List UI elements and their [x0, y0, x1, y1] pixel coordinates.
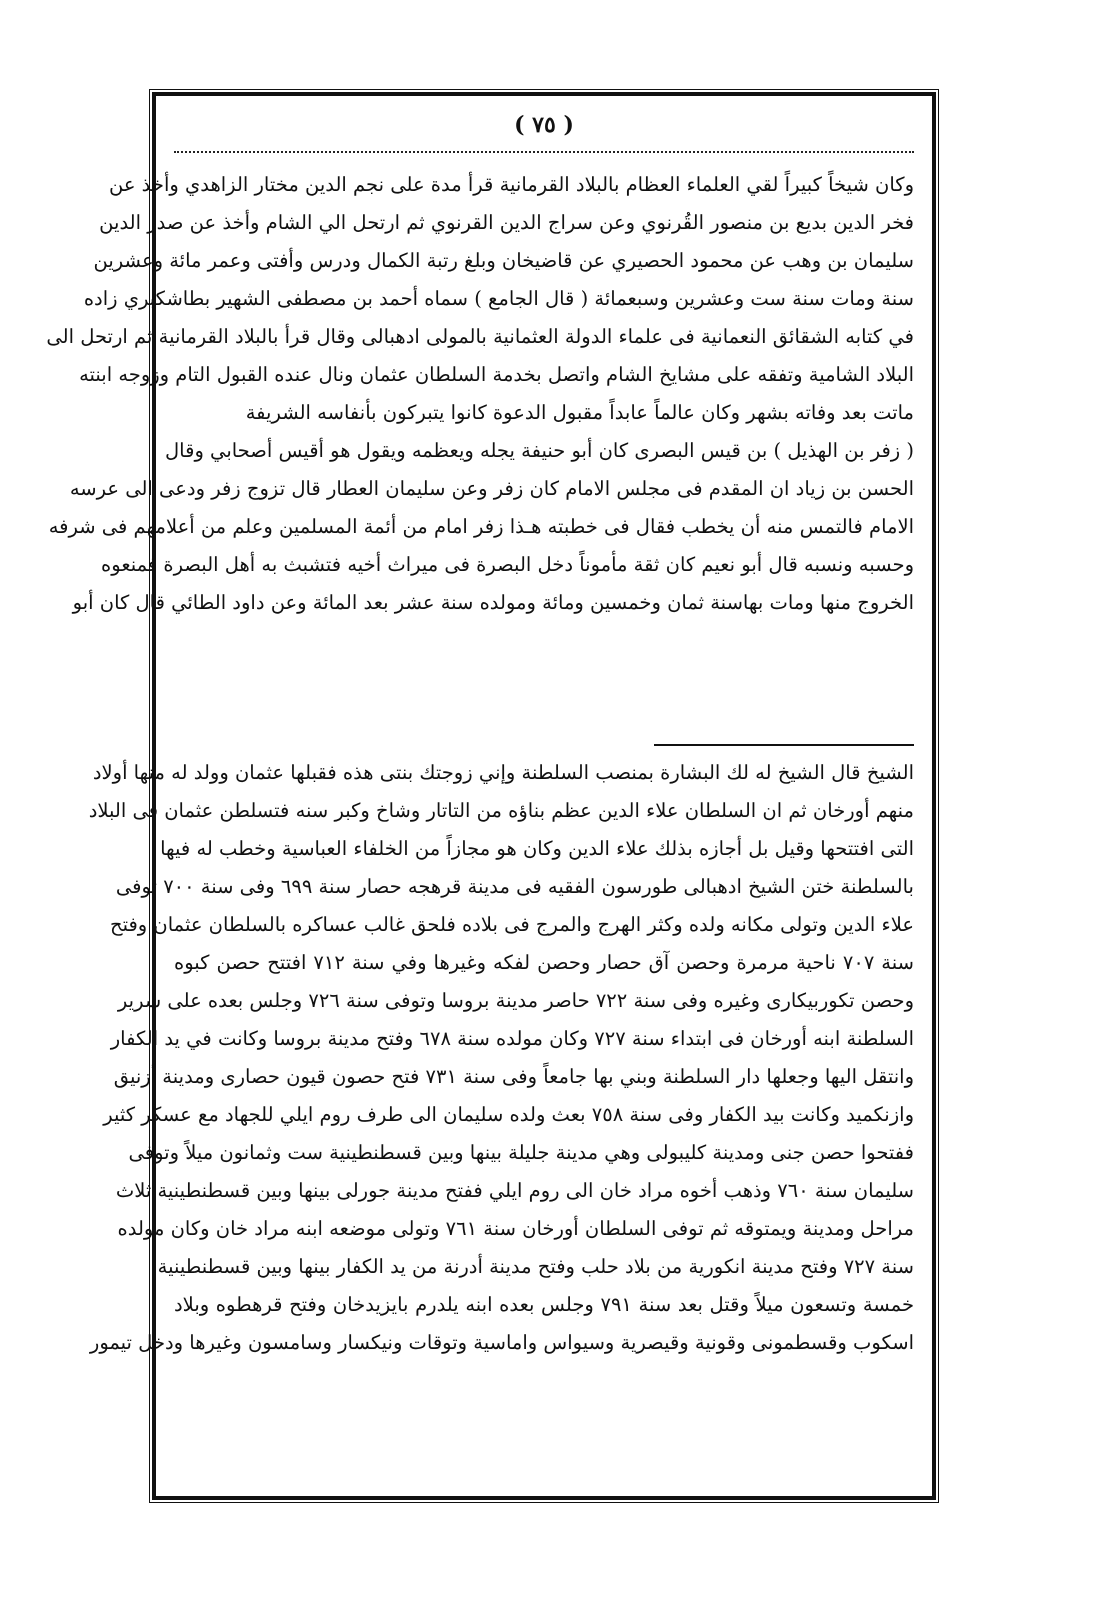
- text-line: وحسبه ونسبه قال أبو نعيم كان ثقة مأموناً دخل البصرة فى ميراث أخيه فتشبث به أهل البصرة فمنعوه: [101, 553, 914, 576]
- text-section-bottom: [88, 754, 914, 1362]
- page-number: ( ٧٥ ): [514, 112, 574, 138]
- text-section-top: [46, 166, 914, 622]
- text-line: سنة ٧٠٧ ناحية مرمرة وحصن آق حصار وحصن لفكه وغيرها وفي سنة ٧١٢ افتتح حصن كبوه: [174, 951, 914, 974]
- text-line: في كتابه الشقائق النعمانية فى علماء الدولة العثمانية بالمولى ادهبالى وقال قرأ بالبلاد القرمانية ثم ارتحل الى: [46, 325, 914, 348]
- text-line: اسكوب وقسطمونى وقونية وقيصرية وسيواس واماسية وتوقات ونيكسار وسامسون وغيرها ودخل تيمور: [89, 1331, 914, 1354]
- text-line: بالسلطنة ختن الشيخ ادهبالى طورسون الفقيه فى مدينة قرهجه حصار سنة ٦٩٩ وفى سنة ٧٠٠ توفى: [115, 875, 914, 898]
- text-line: فخر الدين بديع بن منصور القُرنوي وعن سراج الدين القرنوي ثم ارتحل الي الشام وأخذ عن صدر الدين: [99, 211, 914, 234]
- text-line: الشيخ قال الشيخ له لك البشارة بمنصب السلطنة وإني زوجتك بنتى هذه فقبلها عثمان وولد له منها أولاد: [92, 761, 914, 784]
- text-line: البلاد الشامية وتفقه على مشايخ الشام واتصل بخدمة السلطان عثمان ونال عنده القبول التام وزوجه ابنته: [79, 363, 914, 386]
- text-line: خمسة وتسعون ميلاً وقتل بعد سنة ٧٩١ وجلس بعده ابنه يلدرم بايزيدخان وفتح قرهطوه وبلاد: [174, 1293, 914, 1316]
- text-line: الخروج منها ومات بهاسنة ثمان وخمسين ومائة ومولده سنة عشر بعد المائة وعن داود الطائي قال كان أبو: [72, 591, 914, 614]
- text-line: ( زفر بن الهذيل ) بن قيس البصرى كان أبو حنيفة يجله ويعظمه ويقول هو أقيس أصحابي وقال: [165, 439, 914, 462]
- text-line: سليمان بن وهب عن محمود الحصيري عن قاضيخان وبلغ رتبة الكمال ودرس وأفتى وعمر مائة وعشرين: [93, 249, 914, 272]
- text-line: ففتحوا حصن جنى ومدينة كليبولى وهي مدينة جليلة بينها وبين قسطنطينية ست وثمانون ميلاً وتوفى: [128, 1141, 914, 1164]
- text-line: وكان شيخاً كبيراً لقي العلماء العظام بالبلاد القرمانية قرأ مدة على نجم الدين مختار الزاهدي وأخذ عن: [108, 173, 914, 196]
- text-line: التى افتتحها وقيل بل أجازه بذلك علاء الدين وكان هو مجازاً من الخلفاء العباسية وخطب له فيها: [160, 837, 914, 860]
- text-line: السلطنة ابنه أورخان فى ابتداء سنة ٧٢٧ وكان مولده سنة ٦٧٨ وفتح مدينة بروسا وكانت في يد الكفار: [110, 1027, 914, 1050]
- page-border: [46, 92, 936, 1500]
- text-line: وحصن تكوربيكارى وغيره وفى سنة ٧٢٢ حاصر مدينة بروسا وتوفى سنة ٧٢٦ وجلس بعده على سرير: [117, 989, 914, 1012]
- text-line: سنة ٧٢٧ وفتح مدينة انكورية من بلاد حلب وفتح مدينة أدرنة من يد الكفار بينها وبين قسطنطينية: [157, 1255, 914, 1278]
- section-divider: [654, 744, 914, 746]
- text-line: الحسن بن زياد ان المقدم فى مجلس الامام كان زفر وعن سليمان العطار قال تزوج زفر ودعى الى عرسه: [69, 477, 914, 500]
- text-line: سنة ومات سنة ست وعشرين وسبعمائة ( قال الجامع ) سماه أحمد بن مصطفى الشهير بطاشكبري زاده: [83, 287, 914, 310]
- text-line: سليمان سنة ٧٦٠ وذهب أخوه مراد خان الى روم ايلي ففتح مدينة جورلى بينها وبين قسطنطينية ثلاث: [115, 1179, 914, 1202]
- text-line: وانتقل اليها وجعلها دار السلطنة وبني بها جامعاً وفى سنة ٧٣١ فتح حصون قيون حصارى ومدينة أزنيق: [113, 1065, 914, 1088]
- text-line: الامام فالتمس منه أن يخطب فقال فى خطبته هـذا زفر امام من أئمة المسلمين وعلم من أعلامهم فى شرفه: [48, 515, 914, 538]
- text-line: ماتت بعد وفاته بشهر وكان عالماً عابداً مقبول الدعوة كانوا يتبركون بأنفاسه الشريفة: [245, 401, 914, 424]
- text-line: وازنكميد وكانت بيد الكفار وفى سنة ٧٥٨ بعث ولده سليمان الى طرف روم ايلي للجهاد مع عسكر كثير: [103, 1103, 914, 1126]
- header-divider: [174, 151, 914, 153]
- text-line: مراحل ومدينة ويمتوقه ثم توفى السلطان أورخان سنة ٧٦١ وتولى موضعه ابنه مراد خان وكان مولده: [117, 1217, 914, 1240]
- text-line: علاء الدين وتولى مكانه ولده وكثر الهرج والمرج فى بلاده فلحق غالب عساكره بالسلطان عثمان وفتح: [110, 913, 914, 936]
- text-line: منهم أورخان ثم ان السلطان علاء الدين عظم بناؤه من التاتار وشاخ وكبر سنه فتسلطن عثمان فى البلاد: [88, 799, 914, 822]
